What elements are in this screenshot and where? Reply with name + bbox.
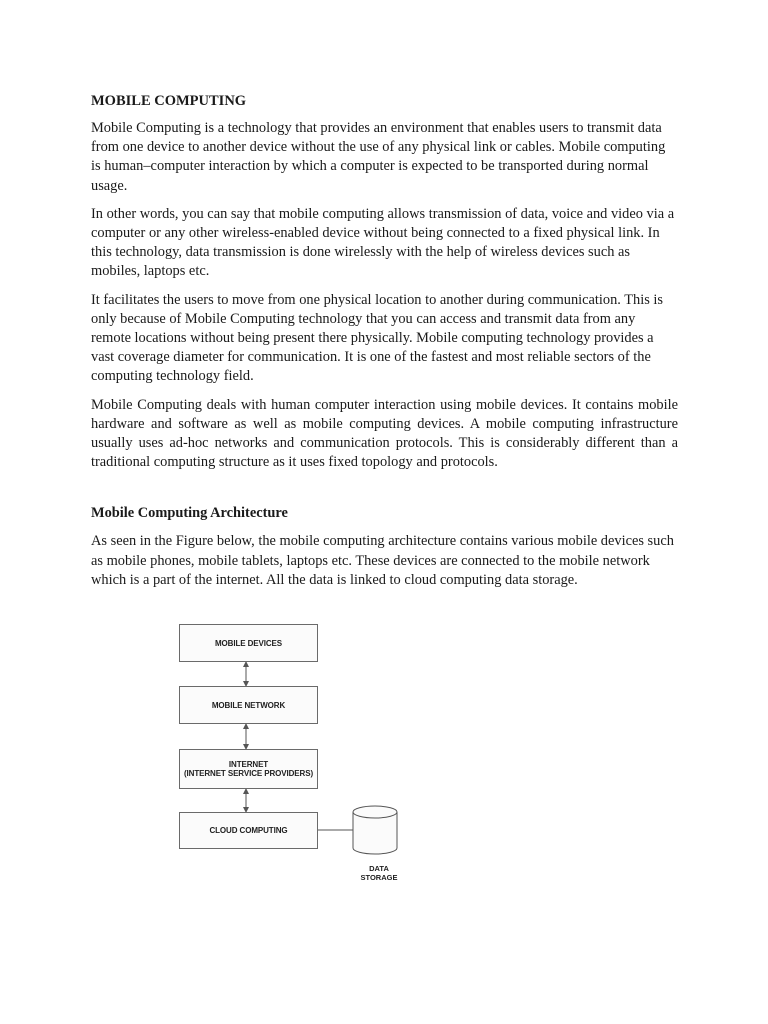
box-mobile-devices — [179, 624, 318, 662]
page-title: MOBILE COMPUTING — [91, 93, 247, 109]
paragraph-2: In other words, you can say that mobile computing allows transmission of data, voice and video via a computer or any other wireless-enabled device without being connected to a fixed physical link. In this technology, data transmission is done wirelessly with the help of wireless devices such as mobiles, laptops etc. — [91, 205, 675, 280]
section-paragraph: As seen in the Figure below, the mobile computing architecture contains various mobile devices such as mobile phones, mobile tablets, laptops etc. These devices are connected to the mobile network which is a part of the internet. All the data is linked to cloud computing data storage. — [91, 533, 674, 588]
box-cloud-computing-label: CLOUD COMPUTING — [209, 826, 288, 835]
box-cloud-computing — [179, 812, 318, 849]
paragraph-3: It facilitates the users to move from one physical location to another during communication. This is only because of Mobile Computing technology that you can access and transmit data from any remote locations without being present there physically. Mobile computing technology provides a vast coverage diameter for communication. It is one of the fastest and most reliable sectors of the computing technology field. — [91, 291, 664, 385]
box-internet — [179, 749, 318, 789]
data-storage-line1: DATA — [369, 864, 389, 873]
data-storage-line2: STORAGE — [360, 873, 398, 882]
box-internet-label: INTERNET — [228, 760, 269, 769]
paragraph-1: Mobile Computing is a technology that provides an environment that enables users to transmit data from one device to another device without the use of any physical link or cables. Mobile computing is human–computer interaction by which a computer is expected to be transported during normal usage. — [91, 120, 666, 194]
database-cylinder-icon — [353, 806, 397, 854]
section-title: Mobile Computing Architecture — [91, 505, 288, 522]
box-mobile-network-label: MOBILE NETWORK — [211, 700, 286, 710]
paragraph-4: Mobile Computing deals with human computer interaction using mobile devices. It contains mobile hardware and software as well as mobile computing devices. A mobile computing infrastructure usually uses ad-hoc networks and communication protocols. This is considerably different than a traditional computing structure as it uses fixed topology and protocols. — [91, 396, 678, 471]
data-storage-label — [340, 864, 418, 882]
box-internet-sublabel: (INTERNET SERVICE PROVIDERS) — [183, 769, 314, 778]
box-mobile-network — [179, 686, 318, 724]
box-mobile-devices-label: MOBILE DEVICES — [214, 638, 283, 648]
document-body — [91, 92, 678, 599]
